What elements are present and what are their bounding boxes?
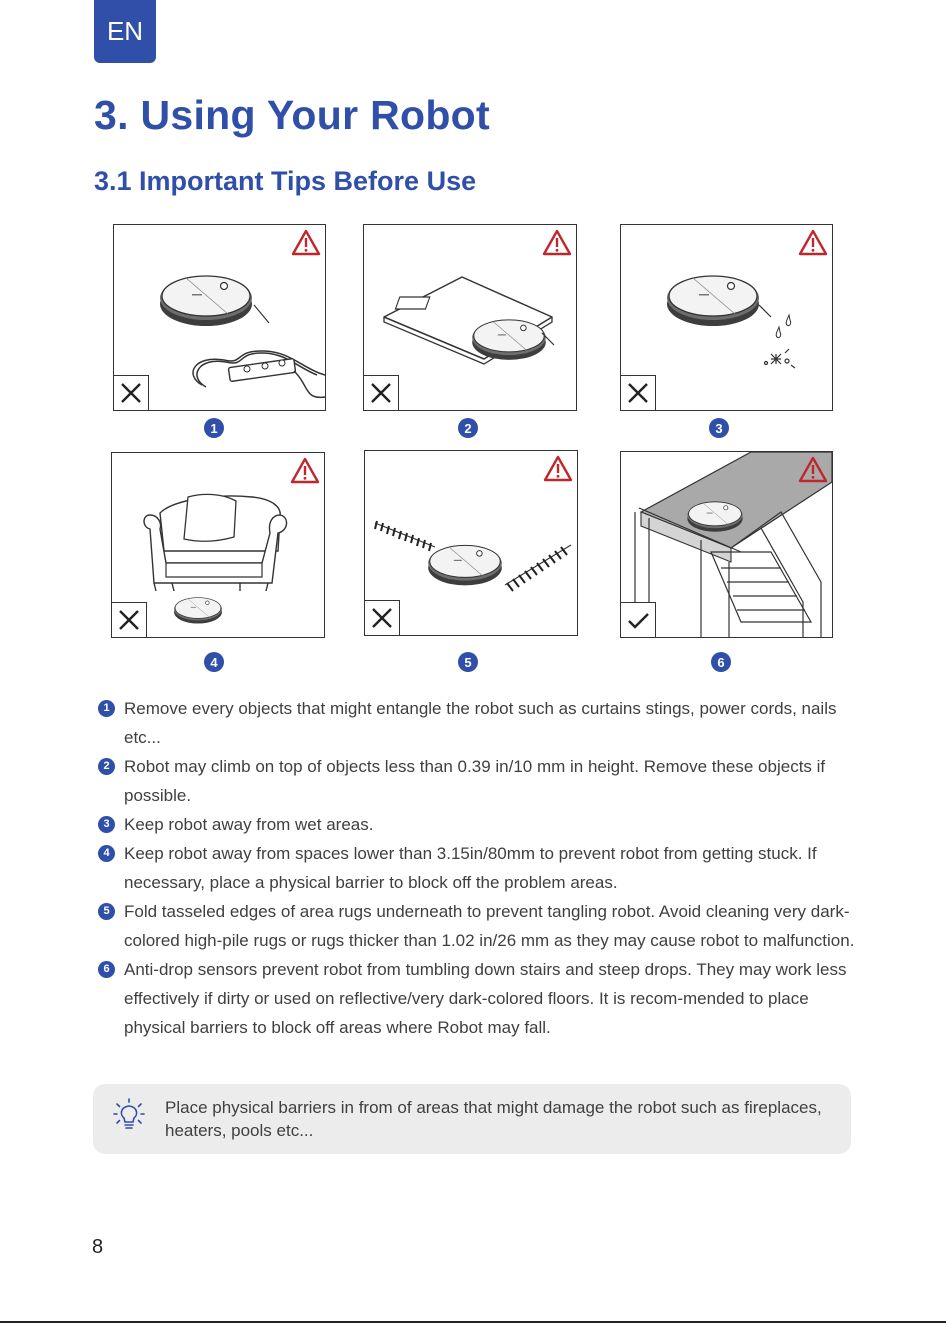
warning-icon <box>798 229 828 256</box>
language-tab: EN <box>94 0 156 63</box>
illustration-panel-3 <box>620 224 833 411</box>
list-item <box>98 955 868 1042</box>
note-text: Place physical barriers in from of areas that might damage the robot such as fireplaces, heaters, pools etc... <box>165 1098 822 1140</box>
tips-list <box>98 694 868 1042</box>
x-icon <box>112 602 147 637</box>
tip-number-badge: 5 <box>98 903 115 920</box>
list-item <box>98 897 868 955</box>
check-icon <box>621 602 656 637</box>
illustration-panel-4 <box>111 452 325 638</box>
page-number: 8 <box>92 1236 104 1258</box>
illustration-panel-5 <box>364 450 578 636</box>
tip-number-badge: 6 <box>98 961 115 978</box>
illustration-panel-1 <box>113 224 326 411</box>
illustration-panel-6 <box>620 451 833 638</box>
warning-icon <box>543 455 573 482</box>
tip-text: Keep robot away from spaces lower than 3.15in/80mm to prevent robot from getting stuck. If necessary, place a physical barrier to block off the problem areas. <box>124 844 817 892</box>
illustration-number-4: 4 <box>204 652 224 672</box>
illustration-number-5: 5 <box>458 652 478 672</box>
lightbulb-icon <box>113 1098 145 1134</box>
tip-text: Fold tasseled edges of area rugs underneath to prevent tangling robot. Avoid cleaning very dark-colored high-pile rugs or rugs thicker than 1.02 in/26 mm as they may cause robot to malfunction. <box>124 902 855 950</box>
list-item <box>98 752 868 810</box>
x-icon <box>114 375 149 410</box>
x-icon <box>364 375 399 410</box>
tip-number-badge: 2 <box>98 758 115 775</box>
warning-icon <box>290 457 320 484</box>
tip-number-badge: 4 <box>98 845 115 862</box>
subsection-title: 3.1 Important Tips Before Use <box>94 166 477 196</box>
illustration-panel-2 <box>363 224 577 411</box>
tip-text: Remove every objects that might entangle the robot such as curtains stings, power cords, nails etc... <box>124 699 837 747</box>
warning-icon <box>291 229 321 256</box>
note-box <box>93 1084 851 1154</box>
warning-icon <box>542 229 572 256</box>
list-item <box>98 694 868 752</box>
illustration-number-3: 3 <box>709 418 729 438</box>
tip-text: Keep robot away from wet areas. <box>124 815 374 834</box>
illustration-number-6: 6 <box>711 652 731 672</box>
tip-text: Anti-drop sensors prevent robot from tumbling down stairs and steep drops. They may work less effectively if dirty or used on reflective/very dark-colored floors. It is recom-mended to place physical barriers to block off areas where Robot may fall. <box>124 960 847 1037</box>
x-icon <box>365 600 400 635</box>
illustration-number-2: 2 <box>458 418 478 438</box>
x-icon <box>621 375 656 410</box>
section-title: 3. Using Your Robot <box>94 92 490 138</box>
illustration-number-1: 1 <box>204 418 224 438</box>
tip-text: Robot may climb on top of objects less than 0.39 in/10 mm in height. Remove these objects if possible. <box>124 757 826 805</box>
tip-number-badge: 1 <box>98 700 115 717</box>
list-item <box>98 810 868 839</box>
tip-number-badge: 3 <box>98 816 115 833</box>
list-item <box>98 839 868 897</box>
warning-icon <box>798 456 828 483</box>
bottom-divider <box>0 1321 946 1323</box>
